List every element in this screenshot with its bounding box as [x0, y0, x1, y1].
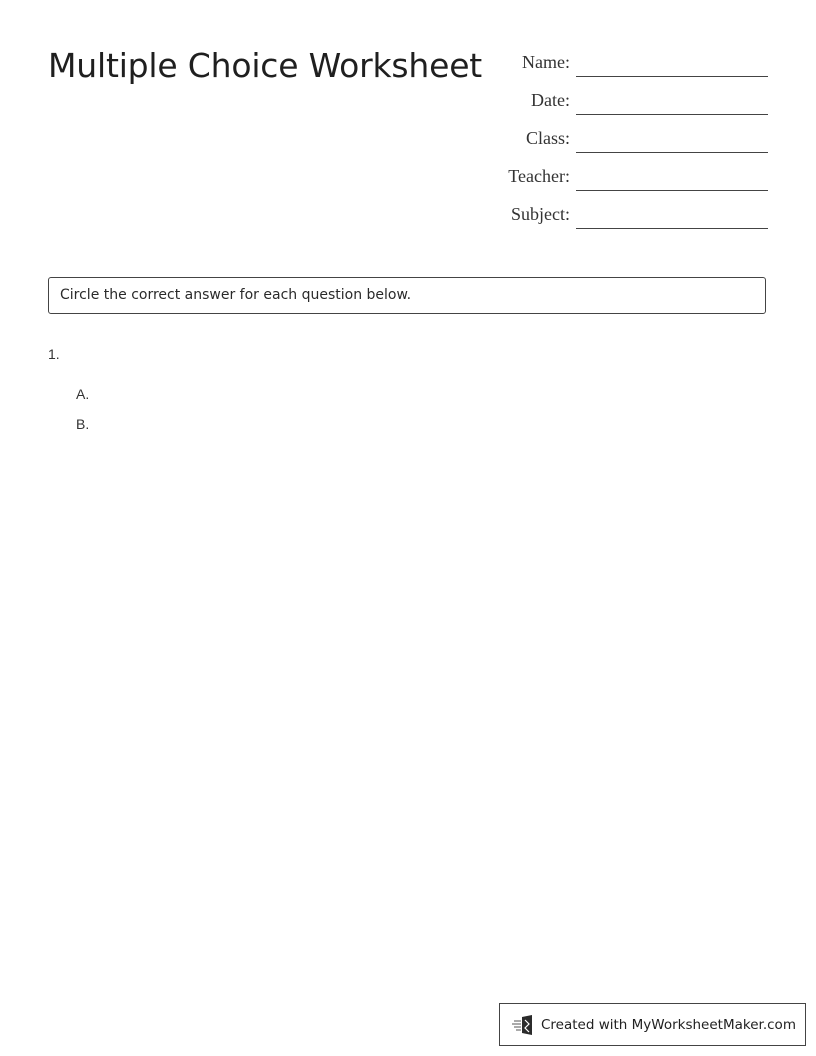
worksheet-title: Multiple Choice Worksheet: [48, 46, 483, 85]
date-label: Date:: [531, 90, 570, 110]
teacher-label: Teacher:: [508, 166, 570, 186]
name-field: [490, 50, 768, 88]
subject-label: Subject:: [511, 204, 570, 224]
class-label: Class:: [525, 128, 570, 148]
subject-blank-line: [576, 228, 768, 229]
class-blank-line: [576, 152, 768, 153]
date-blank-line: [576, 114, 768, 115]
date-field: [490, 88, 768, 126]
name-label: Name:: [522, 52, 570, 72]
option-a: A.: [76, 386, 90, 402]
question-number: 1.: [48, 346, 60, 362]
option-b: B.: [76, 416, 90, 432]
footer-badge[interactable]: [499, 1003, 806, 1046]
subject-field: [490, 202, 768, 240]
name-blank-line: [576, 76, 768, 77]
question-1: [48, 346, 89, 444]
instructions-box: Circle the correct answer for each question below.: [48, 277, 766, 314]
worksheet-logo-icon: [512, 1014, 536, 1036]
class-field: [490, 126, 768, 164]
teacher-field: [490, 164, 768, 202]
answer-options: [48, 384, 89, 444]
student-info-fields: [490, 50, 768, 240]
footer-text: Created with MyWorksheetMaker.com: [541, 1016, 796, 1033]
teacher-blank-line: [576, 190, 768, 191]
